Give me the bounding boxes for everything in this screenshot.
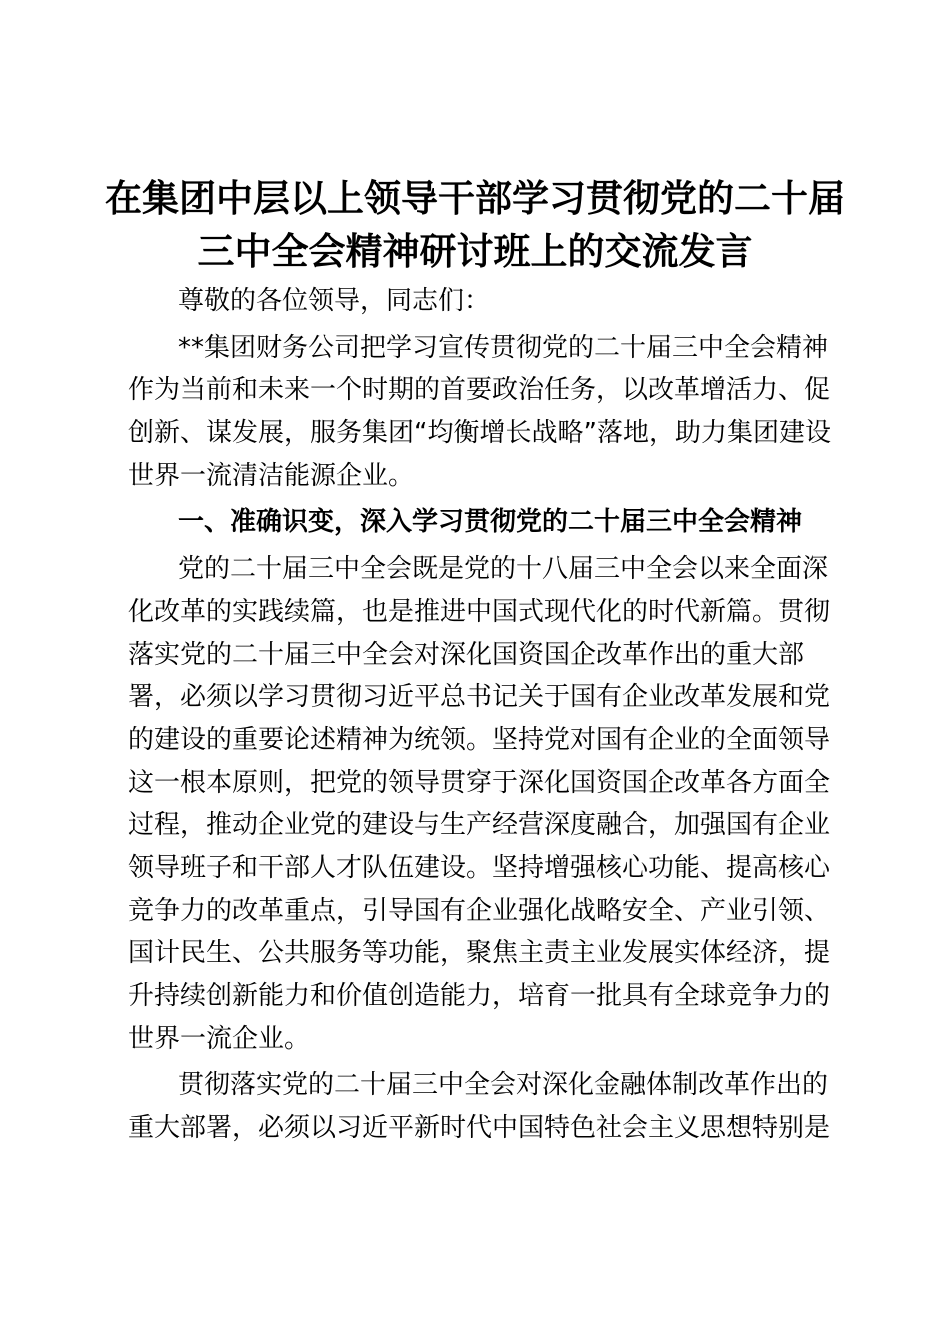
document-title [60,172,890,278]
paragraph-line: 世界一流企业。 [128,1023,311,1054]
paragraph-line: 竞争力的改革重点，引导国有企业强化战略安全、产业引领、 [128,895,831,926]
title-line-2: 三中全会精神研讨班上的交流发言 [197,230,753,273]
paragraph-line: 贯彻落实党的二十届三中全会对深化金融体制改革作出的 [178,1070,829,1101]
paragraph-line: 领导班子和干部人才队伍建设。坚持增强核心功能、提高核心 [128,852,831,883]
paragraph-line: 这一根本原则，把党的领导贯穿于深化国资国企改革各方面全 [128,767,831,798]
paragraph-line: 署，必须以学习贯彻习近平总书记关于国有企业改革发展和党 [128,682,831,713]
paragraph-line: 创新、谋发展，服务集团“均衡增长战略”落地，助力集团建设 [128,418,831,449]
paragraph-line: 世界一流清洁能源企业。 [128,460,415,491]
paragraph-section-1 [128,548,831,1060]
paragraph-section-1-continued [128,1064,831,1149]
paragraph-line: **集团财务公司把学习宣传贯彻党的二十届三中全会精神 [178,332,829,363]
paragraph-line: 重大部署，必须以习近平新时代中国特色社会主义思想特别是 [128,1113,831,1144]
document-body [128,280,831,1150]
paragraph-line: 国计民生、公共服务等功能，聚焦主责主业发展实体经济，提 [128,938,831,969]
paragraph-line: 作为当前和未来一个时期的首要政治任务，以改革增活力、促 [128,375,831,406]
paragraph-line: 过程，推动企业党的建设与生产经营深度融合，加强国有企业 [128,810,831,841]
paragraph-intro [128,327,831,498]
paragraph-line: 落实党的二十届三中全会对深化国资国企改革作出的重大部 [128,639,805,670]
paragraph-line: 化改革的实践续篇，也是推进中国式现代化的时代新篇。贯彻 [128,596,831,627]
paragraph-line: 升持续创新能力和价值创造能力，培育一批具有全球竞争力的 [128,981,831,1011]
section-heading-1: 一、准确识变，深入学习贯彻党的二十届三中全会精神 [178,507,803,538]
paragraph-line: 党的二十届三中全会既是党的十八届三中全会以来全面深 [178,554,829,585]
paragraph-line: 的建设的重要论述精神为统领。坚持党对国有企业的全面领导 [128,724,831,755]
salutation: 尊敬的各位领导，同志们： [178,286,491,316]
title-line-1: 在集团中层以上领导干部学习贯彻党的二十届 [105,177,845,220]
